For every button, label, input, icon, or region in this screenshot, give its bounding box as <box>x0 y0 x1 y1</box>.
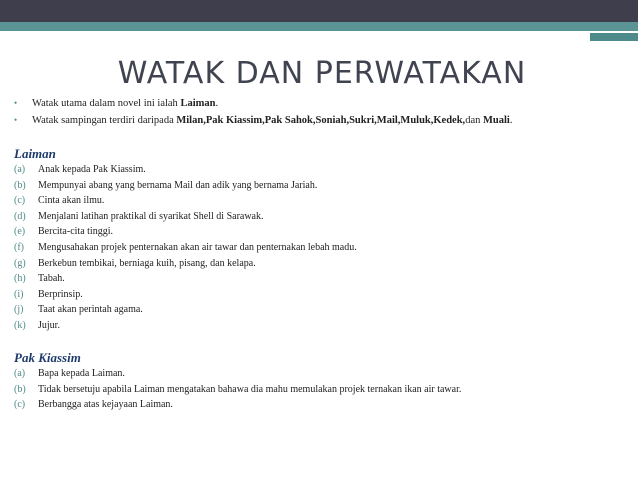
list-item-marker: (e) <box>14 226 26 238</box>
list-item-text: Cinta akan ilmu. <box>38 195 105 207</box>
bullet-list <box>14 98 634 132</box>
list-item-text: Bapa kepada Laiman. <box>38 368 125 379</box>
list-item-text: Anak kepada Pak Kiassim. <box>38 164 146 175</box>
bullet-dot-icon: • <box>14 115 18 125</box>
slide-title: WATAK DAN PERWATAKAN <box>117 56 527 91</box>
bullet-text-bold: Laiman <box>180 98 216 109</box>
bullet-text-part: . <box>215 98 219 109</box>
list-item-text: Tidak bersetuju apabila Laiman mengatakan bahawa dia mahu memulakan projek ternakan ikan air tawar. <box>38 383 462 395</box>
section-item-list <box>14 164 634 336</box>
list-item <box>14 320 634 336</box>
list-item <box>14 304 634 320</box>
list-item-text: Taat akan perintah agama. <box>38 304 143 316</box>
bullet-dot-icon: • <box>14 98 18 108</box>
list-item-text: Berkebun tembikai, berniaga kuih, pisang, dan kelapa. <box>38 257 256 269</box>
list-item-text: Bercita-cita tinggi. <box>38 226 113 238</box>
section-laiman <box>14 146 634 336</box>
list-item <box>14 164 634 180</box>
list-item-text: Jujur. <box>38 319 60 331</box>
list-item <box>14 226 634 242</box>
list-item <box>14 273 634 289</box>
top-decorative-bar <box>0 0 638 22</box>
list-item-text: Berprinsip. <box>38 288 83 300</box>
list-item-text: Tabah. <box>38 273 65 285</box>
list-item <box>14 195 634 211</box>
list-item <box>14 368 634 384</box>
list-item <box>14 384 634 400</box>
list-item <box>14 242 634 258</box>
section-item-list <box>14 368 634 415</box>
list-item-marker: (c) <box>14 399 26 411</box>
list-item-text: Mengusahakan projek penternakan akan air tawar dan penternakan lebah madu. <box>38 241 357 253</box>
list-item-marker: (a) <box>14 368 26 379</box>
list-item <box>14 399 634 415</box>
list-item-text: Mempunyai abang yang bernama Mail dan adik yang bernama Jariah. <box>38 179 318 191</box>
section-pak-kiassim <box>14 350 634 415</box>
list-item-text: Menjalani latihan praktikal di syarikat Shell di Sarawak. <box>38 210 264 222</box>
list-item-marker: (b) <box>14 179 26 191</box>
list-item-marker: (i) <box>14 288 24 300</box>
bullet-text-bold: Milan,Pak Kiassim,Pak Sahok,Soniah,Sukri,Mail,Muluk,Kedek, <box>176 115 466 126</box>
list-item <box>14 211 634 227</box>
list-item-marker: (f) <box>14 241 24 253</box>
list-item <box>14 289 634 305</box>
bullet-text-bold: Muali <box>482 115 510 126</box>
bullet-text-part: dan <box>465 115 483 126</box>
list-item-marker: (g) <box>14 257 26 269</box>
accent-block <box>590 33 638 41</box>
list-item-marker: (k) <box>14 319 26 331</box>
bullet-text-part: Watak sampingan terdiri daripada <box>32 115 177 126</box>
accent-band <box>0 22 638 31</box>
list-item-marker: (h) <box>14 273 26 285</box>
list-item-marker: (a) <box>14 164 26 175</box>
bullet-text <box>32 98 218 109</box>
list-item <box>14 258 634 274</box>
bullet-item <box>14 115 634 132</box>
list-item <box>14 180 634 196</box>
bullet-text <box>32 115 512 126</box>
bullet-item <box>14 98 634 115</box>
section-heading: Pak Kiassim <box>14 350 81 365</box>
list-item-marker: (c) <box>14 195 26 207</box>
list-item-marker: (b) <box>14 383 26 395</box>
list-item-text: Berbangga atas kejayaan Laiman. <box>38 399 173 411</box>
list-item-marker: (j) <box>14 304 24 316</box>
bullet-text-part: Watak utama dalam novel ini ialah <box>32 98 181 109</box>
section-heading: Laiman <box>14 146 56 161</box>
list-item-marker: (d) <box>14 210 26 222</box>
bullet-text-part: . <box>509 115 513 126</box>
